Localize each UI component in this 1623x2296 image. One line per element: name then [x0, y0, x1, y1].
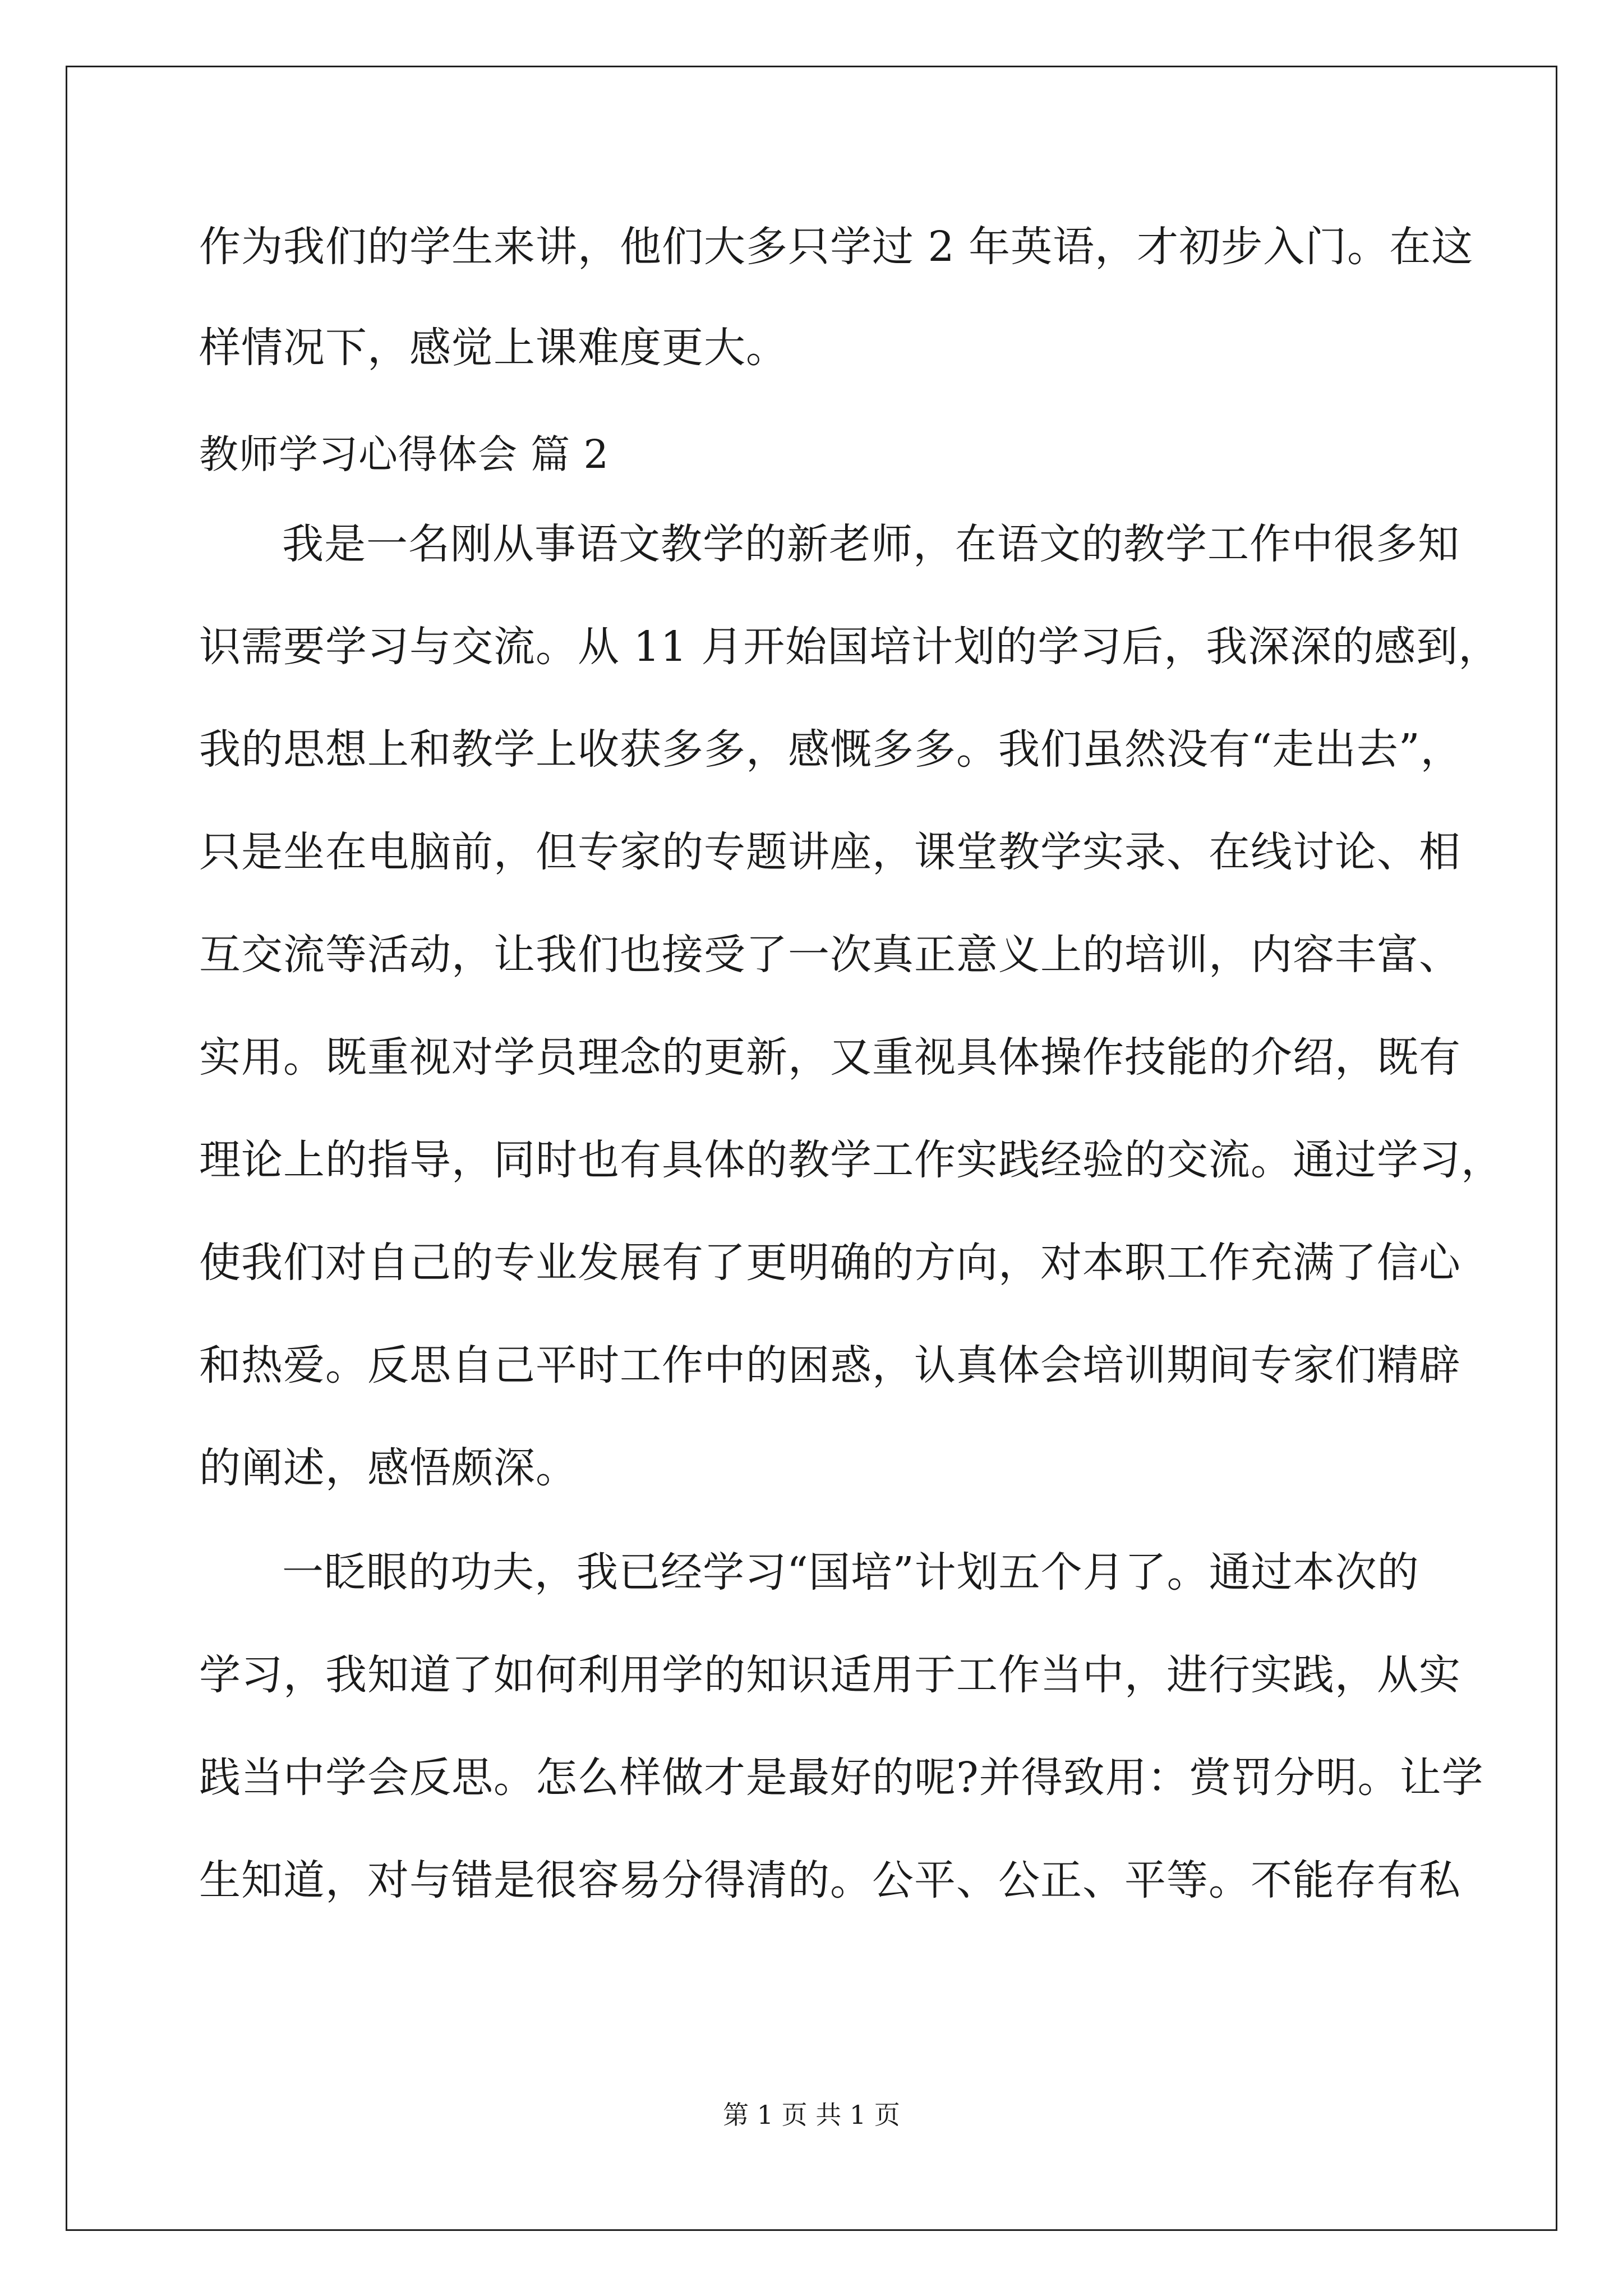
body-line: 我的思想上和教学上收获多多，感慨多多。我们虽然没有“走出去”， — [199, 725, 1463, 774]
body-line: 践当中学会反思。怎么样做才是最好的呢?并得致用：赏罚分明。让学 — [199, 1754, 1484, 1802]
page-number: 第 1 页 共 1 页 — [723, 2100, 900, 2130]
body-line: 学习，我知道了如何利用学的知识适用于工作当中，进行实践，从实 — [199, 1651, 1461, 1699]
body-line: 和热爱。反思自己平时工作中的困惑，认真体会培训期间专家们精辟 — [199, 1341, 1461, 1389]
body-line: 一眨眼的功夫，我已经学习“国培”计划五个月了。通过本次的 — [282, 1548, 1419, 1596]
body-line: 的阐述，感悟颇深。 — [199, 1444, 578, 1492]
body-line: 作为我们的学生来讲，他们大多只学过 2 年英语，才初步入门。在这 — [199, 223, 1474, 271]
body-line: 使我们对自己的专业发展有了更明确的方向，对本职工作充满了信心 — [199, 1239, 1461, 1287]
body-line: 只是坐在电脑前，但专家的专题讲座，课堂教学实录、在线讨论、相 — [199, 828, 1461, 876]
body-line: 样情况下，感觉上课难度更大。 — [199, 324, 788, 372]
body-line: 理论上的指导，同时也有具体的教学工作实践经验的交流。通过学习， — [199, 1136, 1503, 1184]
body-line: 我是一名刚从事语文教学的新老师，在语文的教学工作中很多知 — [282, 520, 1460, 568]
body-line: 互交流等活动，让我们也接受了一次真正意义上的培训，内容丰富、 — [199, 931, 1461, 979]
body-line: 生知道，对与错是很容易分得清的。公平、公正、平等。不能存有私 — [199, 1856, 1461, 1904]
body-line: 识需要学习与交流。从 11 月开始国培计划的学习后，我深深的感到， — [199, 623, 1501, 671]
body-line: 实用。既重视对学员理念的更新，又重视具体操作技能的介绍，既有 — [199, 1033, 1461, 1082]
section-heading: 教师学习心得体会 篇 2 — [199, 431, 610, 477]
